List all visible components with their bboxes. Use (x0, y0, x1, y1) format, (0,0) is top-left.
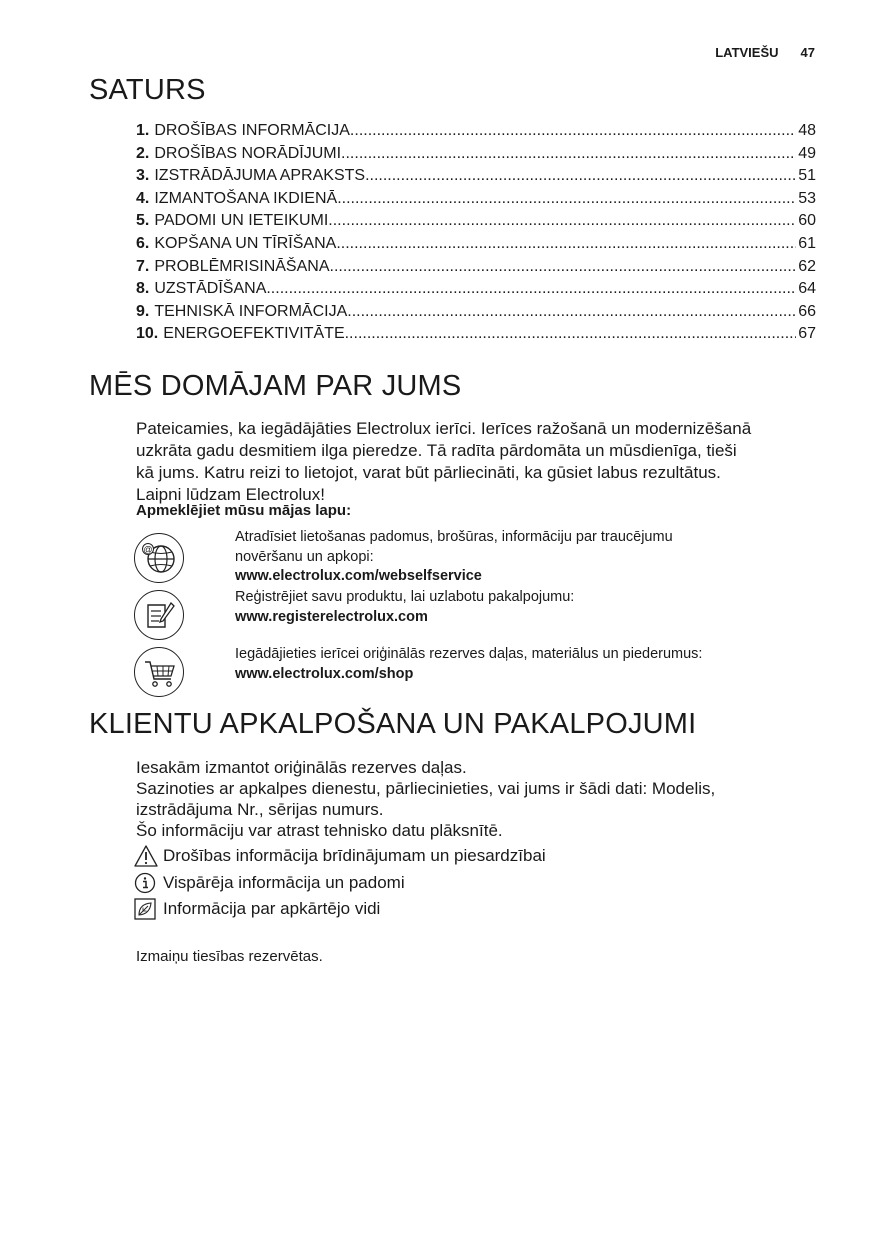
toc-entry-title: PADOMI UN IETEIKUMI (154, 212, 329, 230)
toc-entry-title: PROBLĒMRISINĀŠANA (154, 257, 330, 275)
thinking-heading: MĒS DOMĀJAM PAR JUMS (89, 370, 462, 402)
legend-info: Vispārēja informācija un padomi (133, 871, 405, 895)
toc-entry[interactable]: 5. PADOMI UN IETEIKUMI ..... 60 (136, 212, 816, 235)
toc-entry[interactable]: 2. DROŠĪBAS NORĀDĪJUMI ..... 49 (136, 145, 816, 168)
toc-entry-page: 66 (798, 302, 816, 320)
customer-heading: KLIENTU APKALPOŠANA UN PAKALPOJUMI (89, 708, 697, 740)
toc-entry-page: 53 (798, 189, 816, 207)
rights-reserved: Izmaiņu tiesības rezervētas. (136, 948, 323, 965)
toc-entry-title: ENERGOEFEKTIVITĀTE (163, 325, 345, 343)
toc-entry-page: 48 (798, 122, 816, 139)
table-of-contents (136, 122, 816, 348)
toc-entry-title: KOPŠANA UN TĪRĪŠANA (154, 234, 337, 252)
toc-entry[interactable]: 1. DROŠĪBAS INFORMĀCIJA ..... 48 (136, 122, 816, 145)
shop-link[interactable]: www.electrolux.com/shop (235, 665, 414, 682)
toc-entry-title: DROŠĪBAS NORĀDĪJUMI (154, 144, 342, 162)
register-link[interactable]: www.registerelectrolux.com (235, 608, 428, 625)
toc-entry-title: TEHNISKĀ INFORMĀCIJA (154, 302, 348, 320)
webselfservice-link[interactable]: www.electrolux.com/webselfservice (235, 568, 482, 584)
info-icon (133, 871, 159, 895)
toc-entry[interactable]: 9. TEHNISKĀ INFORMĀCIJA ..... 66 (136, 303, 816, 326)
toc-entry[interactable]: 3. IZSTRĀDĀJUMA APRAKSTS ..... 51 (136, 167, 816, 190)
language-label: LATVIEŠU (715, 45, 779, 60)
legend-warning: Drošības informācija brīdinājumam un piesardzībai (133, 844, 546, 868)
toc-entry-page: 62 (798, 257, 816, 275)
visit-label: Apmeklējiet mūsu mājas lapu: (136, 502, 352, 519)
intro-paragraph: Pateicamies, ka iegādājāties Electrolux ierīci. Ierīces ražošanā un modernizēšanā uzkrāta gadu desmitiem ilga pieredze. Tā radīta pārdomāta un mūsdienīga, tieši kā jums. Katru reizi to lietojot, varat būt pārliecināti, ka gūsiet labus rezultātus. Laipni lūdzam Electrolux! (136, 419, 752, 504)
toc-entry-page: 51 (798, 167, 816, 185)
shopping-cart-icon (134, 647, 184, 697)
toc-entry-page: 60 (798, 212, 816, 230)
toc-heading: SATURS (89, 74, 206, 106)
service-webselfservice: Atradīsiet lietošanas padomus, brošūras, informāciju par traucējumu novēršanu un apkopi: www.electrolux.com/webselfservice (235, 528, 795, 587)
toc-entry-title: IZSTRĀDĀJUMA APRAKSTS (154, 167, 366, 185)
page-header (715, 45, 815, 60)
web-globe-icon (134, 533, 184, 583)
service-register: Reģistrējiet savu produktu, lai uzlabotu pakalpojumu: www.registerelectrolux.com (235, 588, 795, 627)
toc-entry-title: IZMANTOŠANA IKDIENĀ (154, 189, 338, 207)
legend-environment: Informācija par apkārtējo vidi (133, 897, 380, 921)
customer-paragraph: Iesakām izmantot oriģinālās rezerves daļas. Sazinoties ar apkalpes dienestu, pārliecinieties, vai jums ir šādi dati: Modelis, izstrādājuma Nr., sērijas numurs. Šo informāciju var atrast tehnisko datu plāksnītē. (136, 758, 716, 840)
register-document-icon (134, 590, 184, 640)
toc-entry-title: UZSTĀDĪŠANA (154, 280, 267, 298)
warning-icon (133, 844, 159, 868)
leaf-icon (133, 897, 159, 921)
toc-entry-page: 64 (798, 280, 816, 298)
toc-entry[interactable]: 6. KOPŠANA UN TĪRĪŠANA ..... 61 (136, 235, 816, 258)
toc-entry[interactable]: 8. UZSTĀDĪŠANA ..... 64 (136, 280, 816, 303)
svg-text:@: @ (143, 544, 153, 555)
toc-entry[interactable]: 10. ENERGOEFEKTIVITĀTE ..... 67 (136, 325, 816, 348)
service-shop: Iegādājieties ierīcei oriģinālās rezerves daļas, materiālus un piederumus: www.electrolux.com/shop (235, 645, 795, 684)
toc-entry-page: 49 (798, 144, 816, 162)
toc-entry-page: 67 (798, 325, 816, 343)
toc-entry-page: 61 (798, 234, 816, 252)
toc-entry-title: DROŠĪBAS INFORMĀCIJA (154, 122, 350, 139)
toc-entry[interactable]: 4. IZMANTOŠANA IKDIENĀ ..... 53 (136, 190, 816, 213)
page-number: 47 (800, 45, 815, 60)
toc-entry[interactable]: 7. PROBLĒMRISINĀŠANA ..... 62 (136, 258, 816, 281)
